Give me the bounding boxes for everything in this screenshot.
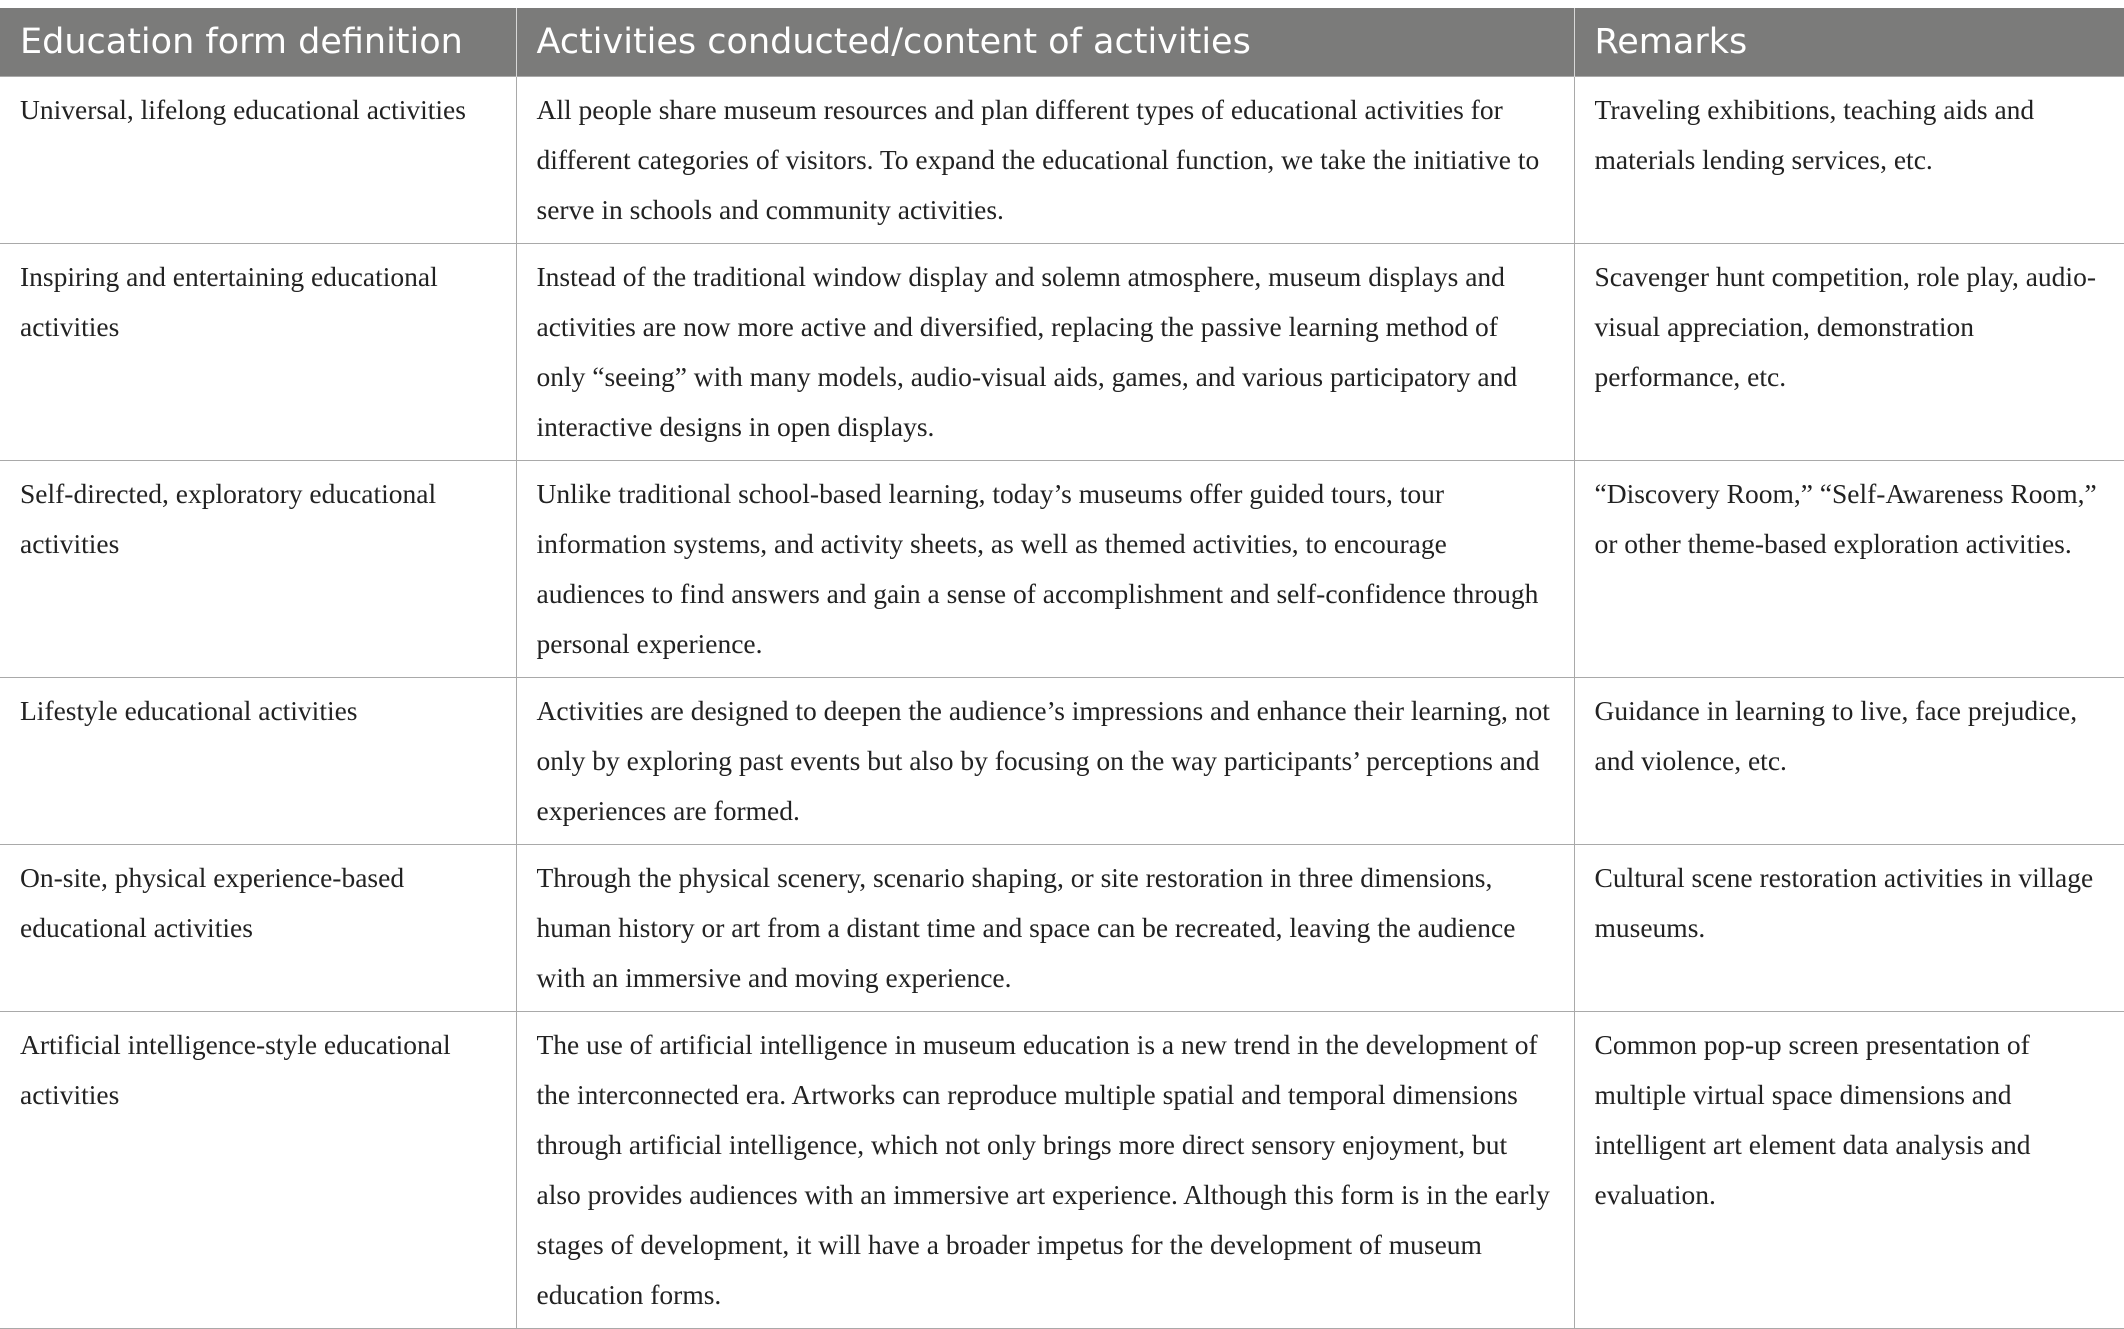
- table-row: [0, 1012, 2124, 1329]
- header-remarks: Remarks: [1574, 8, 2124, 77]
- cell-content: The use of artificial intelligence in museum education is a new trend in the development of the interconnected era. Artworks can reproduce multiple spatial and temporal dimensions through artificial intelligence, which not only brings more direct sensory enjoyment, but also provides audiences with an immersive art experience. Although this form is in the early stages of development, it will have a broader impetus for the development of museum education forms.: [516, 1012, 1574, 1329]
- cell-definition: On-site, physical experience-based educational activities: [0, 845, 516, 1012]
- cell-definition: Self-directed, exploratory educational activities: [0, 461, 516, 678]
- cell-definition: Universal, lifelong educational activities: [0, 77, 516, 244]
- header-definition: Education form definition: [0, 8, 516, 77]
- cell-remarks: Scavenger hunt competition, role play, audio-visual appreciation, demonstration performance, etc.: [1574, 244, 2124, 461]
- table-body: [0, 77, 2124, 1329]
- cell-remarks: Common pop-up screen presentation of multiple virtual space dimensions and intelligent art element data analysis and evaluation.: [1574, 1012, 2124, 1329]
- header-row: [0, 8, 2124, 77]
- table-row: [0, 244, 2124, 461]
- cell-content: All people share museum resources and plan different types of educational activities for different categories of visitors. To expand the educational function, we take the initiative to serve in schools and community activities.: [516, 77, 1574, 244]
- table-row: [0, 845, 2124, 1012]
- cell-remarks: “Discovery Room,” “Self-Awareness Room,” or other theme-based exploration activities.: [1574, 461, 2124, 678]
- cell-content: Instead of the traditional window display and solemn atmosphere, museum displays and activities are now more active and diversified, replacing the passive learning method of only “seeing” with many models, audio-visual aids, games, and various participatory and interactive designs in open displays.: [516, 244, 1574, 461]
- cell-remarks: Cultural scene restoration activities in village museums.: [1574, 845, 2124, 1012]
- cell-remarks: Guidance in learning to live, face prejudice, and violence, etc.: [1574, 678, 2124, 845]
- cell-remarks: Traveling exhibitions, teaching aids and materials lending services, etc.: [1574, 77, 2124, 244]
- header-content: Activities conducted/content of activities: [516, 8, 1574, 77]
- table-row: [0, 77, 2124, 244]
- table-row: [0, 678, 2124, 845]
- cell-definition: Artificial intelligence-style educational activities: [0, 1012, 516, 1329]
- cell-content: Activities are designed to deepen the audience’s impressions and enhance their learning, not only by exploring past events but also by focusing on the way participants’ perceptions and experiences are formed.: [516, 678, 1574, 845]
- table-row: [0, 461, 2124, 678]
- table-header: [0, 8, 2124, 77]
- education-forms-table: [0, 8, 2124, 1329]
- cell-content: Unlike traditional school-based learning, today’s museums offer guided tours, tour information systems, and activity sheets, as well as themed activities, to encourage audiences to find answers and gain a sense of accomplishment and self-confidence through personal experience.: [516, 461, 1574, 678]
- cell-definition: Inspiring and entertaining educational activities: [0, 244, 516, 461]
- cell-content: Through the physical scenery, scenario shaping, or site restoration in three dimensions, human history or art from a distant time and space can be recreated, leaving the audience with an immersive and moving experience.: [516, 845, 1574, 1012]
- cell-definition: Lifestyle educational activities: [0, 678, 516, 845]
